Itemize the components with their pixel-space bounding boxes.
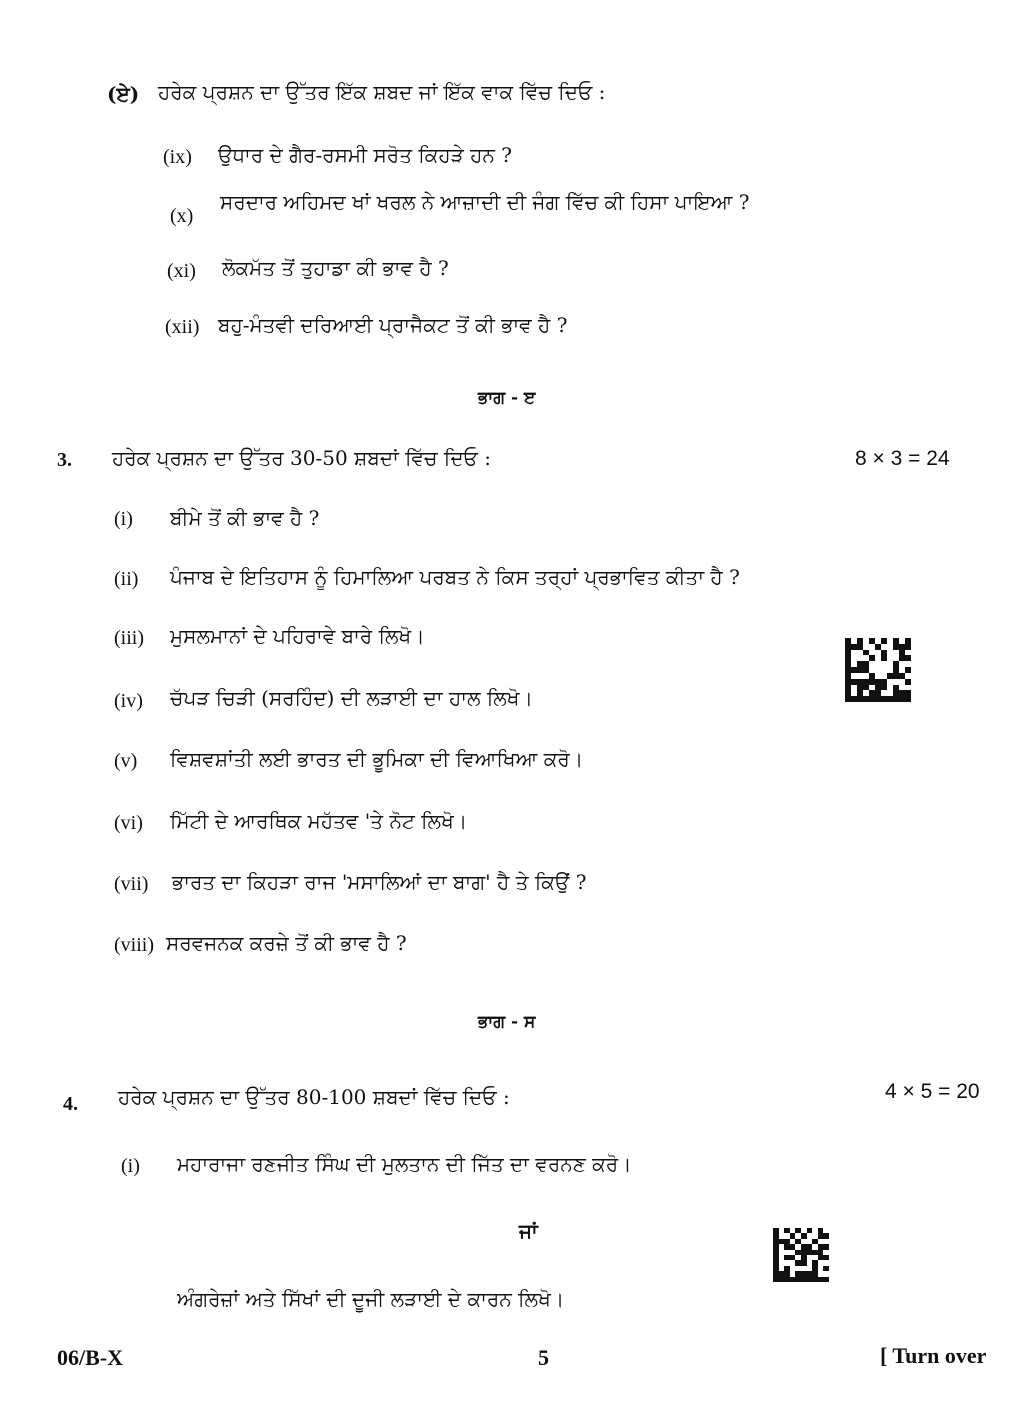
question-text: ਪੰਜਾਬ ਦੇ ਇਤਿਹਾਸ ਨੂੰ ਹਿਮਾਲਿਆ ਪਰਬਤ ਨੇ ਕਿਸ ਤਰ੍ਹਾਂ ਪ੍ਰਭਾਵਿਤ ਕੀਤਾ ਹੈ ? (170, 565, 740, 589)
question-text: ਮਿੱਟੀ ਦੇ ਆਰਥਿਕ ਮਹੱਤਵ 'ਤੇ ਨੋਟ ਲਿਖੋ। (170, 809, 468, 833)
section-instruction: ਹਰੇਕ ਪ੍ਰਸ਼ਨ ਦਾ ਉੱਤਰ ਇੱਕ ਸ਼ਬਦ ਜਾਂ ਇੱਕ ਵਾਕ ਵਿੱਚ ਦਿਓ : (158, 80, 606, 104)
page-number: 5 (538, 1345, 549, 1370)
question-text: ਮਹਾਰਾਜਾ ਰਣਜੀਤ ਸਿੰਘ ਦੀ ਮੁਲਤਾਨ ਦੀ ਜਿੱਤ ਦਾ ਵਰਨਣ ਕਰੋ। (177, 1152, 632, 1176)
question-number: (x) (170, 205, 194, 227)
question-text: ਅੰਗਰੇਜ਼ਾਂ ਅਤੇ ਸਿੱਖਾਂ ਦੀ ਦੂਜੀ ਲੜਾਈ ਦੇ ਕਾਰਨ ਲਿਖੋ। (177, 1287, 565, 1311)
question-text: ਭਾਰਤ ਦਾ ਕਿਹੜਾ ਰਾਜ 'ਮਸਾਲਿਆਂ ਦਾ ਬਾਗ' ਹੈ ਤੇ ਕਿਉਂ ? (172, 870, 587, 894)
question-text: ਉਧਾਰ ਦੇ ਗੈਰ-ਰਸਮੀ ਸਰੋਤ ਕਿਹੜੇ ਹਨ ? (218, 143, 512, 167)
question-number: (ii) (114, 568, 139, 590)
question-number: (ix) (163, 146, 192, 168)
question-text: ਬੀਮੇ ਤੋਂ ਕੀ ਭਾਵ ਹੈ ? (170, 506, 320, 530)
or-separator: ਜਾਂ (519, 1219, 538, 1243)
question-number: (i) (121, 1155, 140, 1177)
question-main-number: 3. (57, 449, 72, 471)
part-heading: ਭਾਗ - ਸ (478, 1012, 536, 1032)
part-heading: ਭਾਗ - ੲ (478, 388, 536, 408)
section-label: (ਏ) (107, 82, 140, 106)
paper-code: 06/B-X (57, 1345, 123, 1370)
question-text: ਲੋਕਮੱਤ ਤੋਂ ਤੁਹਾਡਾ ਕੀ ਭਾਵ ਹੈ ? (222, 256, 449, 280)
datamatrix-code (845, 638, 911, 702)
question-number: (vii) (114, 873, 149, 895)
turn-over-note: [ Turn over (880, 1343, 987, 1368)
question-number: (iii) (114, 627, 144, 649)
question-main-number: 4. (63, 1093, 78, 1115)
datamatrix-code (773, 1228, 829, 1282)
question-number: (i) (114, 508, 133, 530)
question-number: (viii) (114, 934, 154, 956)
question-number: (vi) (114, 812, 143, 834)
question-text: ਵਿਸ਼ਵਸ਼ਾਂਤੀ ਲਈ ਭਾਰਤ ਦੀ ਭੂਮਿਕਾ ਦੀ ਵਿਆਖਿਆ ਕਰੋ। (170, 747, 584, 771)
marks: 8 × 3 = 24 (855, 447, 950, 470)
marks: 4 × 5 = 20 (885, 1080, 980, 1103)
question-number: (v) (114, 750, 138, 772)
question-instruction: ਹਰੇਕ ਪ੍ਰਸ਼ਨ ਦਾ ਉੱਤਰ 80-100 ਸ਼ਬਦਾਂ ਵਿੱਚ ਦਿਓ : (118, 1085, 510, 1109)
question-number: (iv) (114, 690, 143, 712)
question-text: ਚੱਪੜ ਚਿੜੀ (ਸਰਹਿੰਦ) ਦੀ ਲੜਾਈ ਦਾ ਹਾਲ ਲਿਖੋ। (170, 686, 533, 710)
question-text: ਸਰਦਾਰ ਅਹਿਮਦ ਖਾਂ ਖਰਲ ਨੇ ਆਜ਼ਾਦੀ ਦੀ ਜੰਗ ਵਿੱਚ ਕੀ ਹਿਸਾ ਪਾਇਆ ? (220, 190, 750, 214)
question-text: ਸਰਵਜਨਕ ਕਰਜ਼ੇ ਤੋਂ ਕੀ ਭਾਵ ਹੈ ? (166, 931, 407, 955)
question-number: (xii) (165, 316, 200, 338)
question-text: ਮੁਸਲਮਾਨਾਂ ਦੇ ਪਹਿਰਾਵੇ ਬਾਰੇ ਲਿਖੋ। (170, 624, 425, 648)
question-text: ਬਹੁ-ਮੰਤਵੀ ਦਰਿਆਈ ਪ੍ਰਾਜੈਕਟ ਤੋਂ ਕੀ ਭਾਵ ਹੈ ? (218, 313, 568, 337)
question-instruction: ਹਰੇਕ ਪ੍ਰਸ਼ਨ ਦਾ ਉੱਤਰ 30-50 ਸ਼ਬਦਾਂ ਵਿੱਚ ਦਿਓ : (112, 446, 491, 470)
question-number: (xi) (167, 260, 196, 282)
